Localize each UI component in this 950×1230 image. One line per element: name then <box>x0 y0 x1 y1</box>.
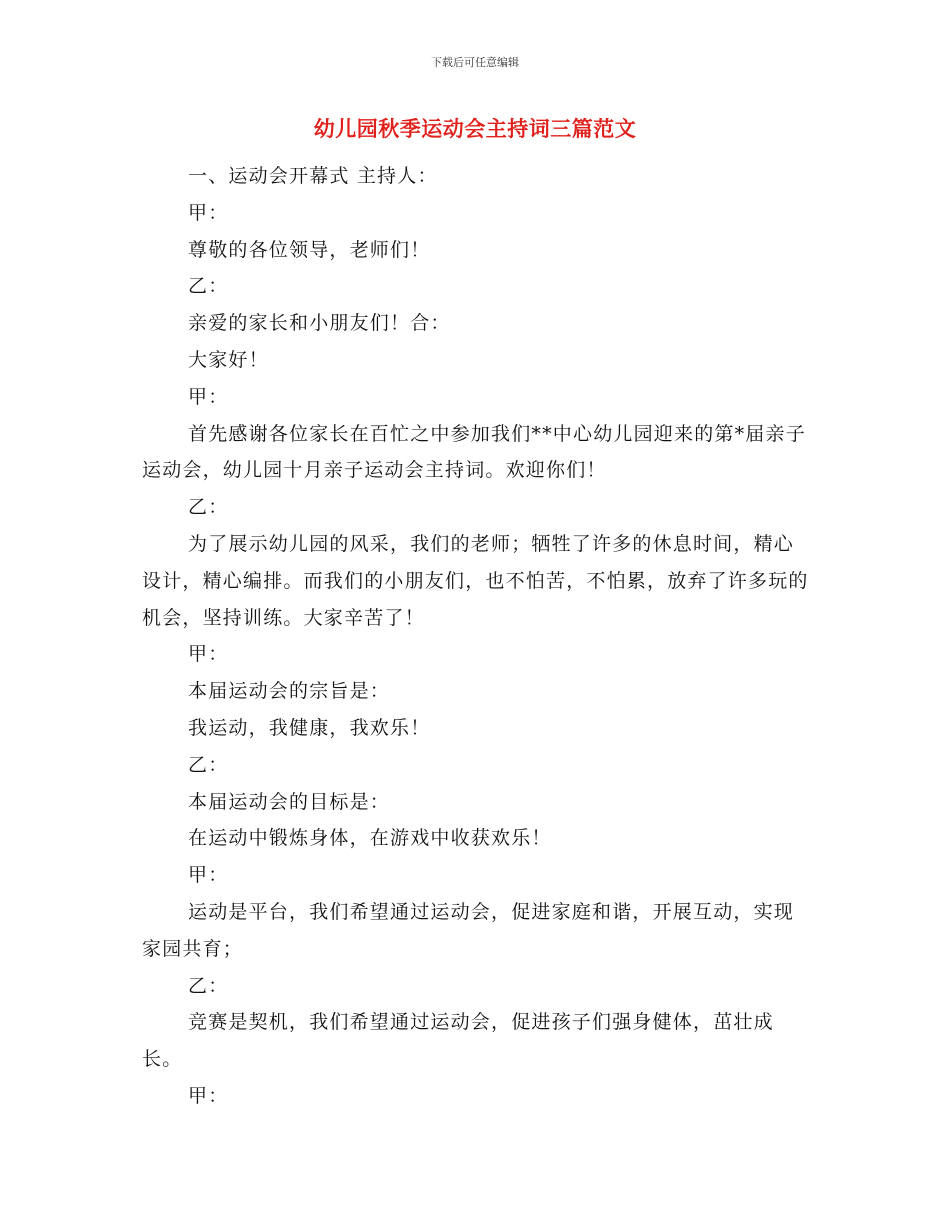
document-title: 幼儿园秋季运动会主持词三篇范文 <box>313 117 637 141</box>
paragraph: 一、运动会开幕式 主持人： <box>188 165 438 187</box>
paragraph: 甲： <box>188 1084 229 1107</box>
paragraph: 甲： <box>188 385 229 408</box>
paragraph: 我运动，我健康，我欢乐！ <box>188 716 431 739</box>
paragraph: 甲： <box>188 864 229 887</box>
paragraph: 为了展示幼儿园的风采，我们的老师；牺牲了许多的休息时间，精心设计，精心编排。而我们的小朋友们，也不怕苦，不怕累，放弃了许多玩的机会，坚持训练。大家辛苦了！ <box>142 532 809 629</box>
paragraph: 首先感谢各位家长在百忙之中参加我们**中心幼儿园迎来的第*届亲子运动会，幼儿园十月亲子运动会主持词。欢迎你们！ <box>142 422 806 482</box>
paragraph: 乙： <box>188 275 229 298</box>
paragraph: 乙： <box>188 496 229 519</box>
paragraph: 甲： <box>188 643 229 666</box>
document-body <box>142 158 812 1115</box>
header-note: 下载后可任意编辑 <box>431 56 519 69</box>
paragraph: 尊敬的各位领导，老师们！ <box>188 238 431 261</box>
paragraph: 运动是平台，我们希望通过运动会，促进家庭和谐，开展互动，实现家园共育； <box>142 900 795 960</box>
paragraph: 甲： <box>188 201 229 224</box>
paragraph: 竞赛是契机，我们希望通过运动会，促进孩子们强身健体，茁壮成长。 <box>142 1011 774 1071</box>
paragraph: 大家好！ <box>188 348 269 371</box>
paragraph: 乙： <box>188 974 229 997</box>
paragraph: 本届运动会的宗旨是： <box>188 680 391 703</box>
paragraph: 乙： <box>188 753 229 776</box>
paragraph: 在运动中锻炼身体，在游戏中收获欢乐！ <box>188 827 552 850</box>
paragraph: 亲爱的家长和小朋友们！合： <box>188 312 451 335</box>
paragraph: 本届运动会的目标是： <box>188 790 391 813</box>
